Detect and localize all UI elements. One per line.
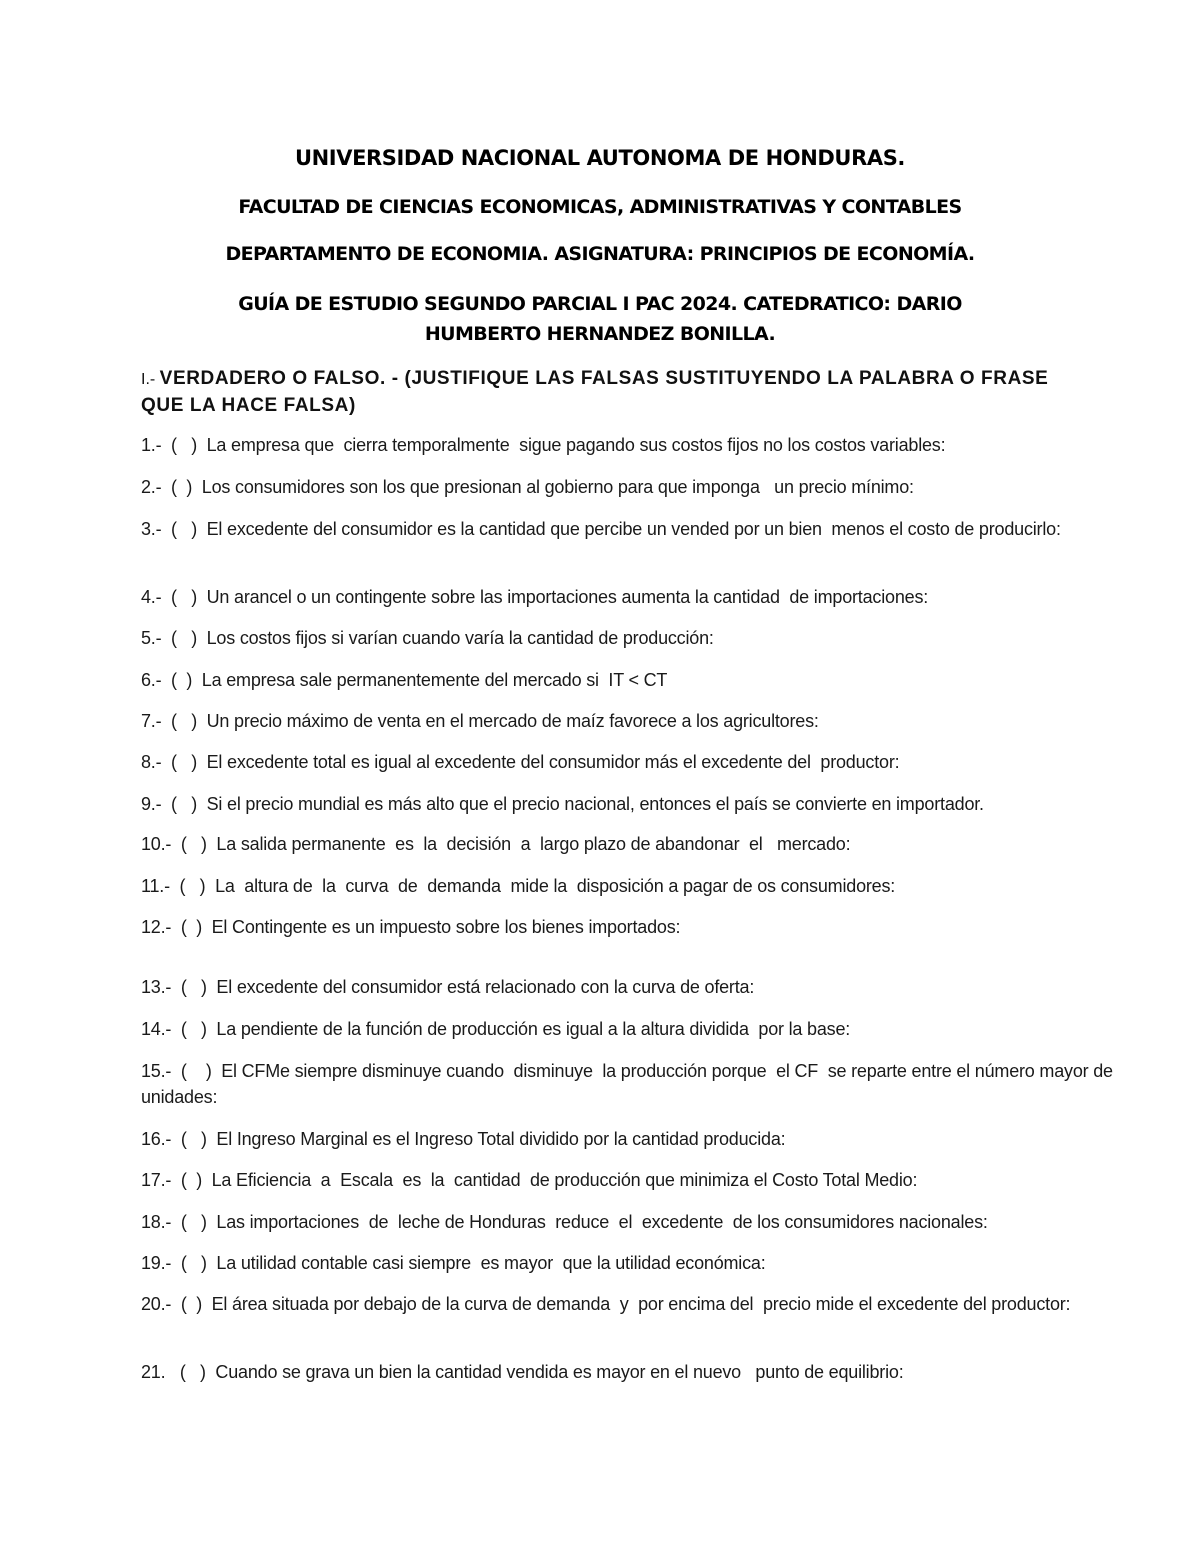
question-item: 12.- ( ) El Contingente es un impuesto sobre los bienes importados: (141, 917, 681, 937)
question-item: 1.- ( ) La empresa que cierra temporalmente sigue pagando sus costos fijos no los costos variables: (141, 435, 946, 455)
question-item: 7.- ( ) Un precio máximo de venta en el mercado de maíz favorece a los agricultores: (141, 711, 819, 731)
question-item: 13.- ( ) El excedente del consumidor está relacionado con la curva de oferta: (141, 977, 755, 997)
question-item (126, 1058, 1141, 1110)
question-item: 5.- ( ) Los costos fijos si varían cuando varía la cantidad de producción: (141, 628, 714, 648)
question-item: 14.- ( ) La pendiente de la función de producción es igual a la altura dividida por la base: (141, 1019, 851, 1039)
question-item: 19.- ( ) La utilidad contable casi siempre es mayor que la utilidad económica: (141, 1253, 766, 1273)
question-item: 10.- ( ) La salida permanente es la decisión a largo plazo de abandonar el mercado: (141, 834, 851, 854)
question-item-text: 15.- ( ) El CFMe siempre disminuye cuando disminuye la producción porque el CF se reparte entre el número mayor de unidades: (141, 1061, 1118, 1107)
department-title: DEPARTAMENTO DE ECONOMIA. ASIGNATURA: PRINCIPIOS DE ECONOMÍA. (225, 243, 975, 265)
question-item: 18.- ( ) Las importaciones de leche de Honduras reduce el excedente de los consumidores nacionales: (141, 1212, 988, 1232)
question-item: 8.- ( ) El excedente total es igual al excedente del consumidor más el excedente del productor: (141, 752, 900, 772)
question-item: 9.- ( ) Si el precio mundial es más alto que el precio nacional, entonces el país se convierte en importador. (141, 794, 984, 814)
question-item: 17.- ( ) La Eficiencia a Escala es la cantidad de producción que minimiza el Costo Total Medio: (141, 1170, 918, 1190)
question-item: 6.- ( ) La empresa sale permanentemente del mercado si IT < CT (141, 670, 668, 690)
question-item: 4.- ( ) Un arancel o un contingente sobre las importaciones aumenta la cantidad de importaciones: (141, 587, 929, 607)
question-item: 3.- ( ) El excedente del consumidor es la cantidad que percibe un vended por un bien menos el costo de producirlo: (141, 519, 1061, 539)
section-heading (141, 366, 1081, 419)
faculty-title: FACULTAD DE CIENCIAS ECONOMICAS, ADMINISTRATIVAS Y CONTABLES (238, 196, 962, 218)
section-title: VERDADERO O FALSO. - (JUSTIFIQUE LAS FALSAS SUSTITUYENDO LA PALABRA O FRASE QUE LA HACE FALSA) (141, 368, 1049, 416)
question-item: 21. ( ) Cuando se grava un bien la cantidad vendida es mayor en el nuevo punto de equilibrio: (141, 1362, 904, 1382)
question-item: 2.- ( ) Los consumidores son los que presionan al gobierno para que imponga un precio mínimo: (141, 477, 914, 497)
section-number: I.- (141, 371, 160, 388)
question-item: 20.- ( ) El área situada por debajo de la curva de demanda y por encima del precio mide el excedente del productor: (141, 1294, 1071, 1314)
university-title: UNIVERSIDAD NACIONAL AUTONOMA DE HONDURAS. (294, 146, 906, 170)
question-item: 11.- ( ) La altura de la curva de demanda mide la disposición a pagar de os consumidores: (141, 876, 896, 896)
guide-title: GUÍA DE ESTUDIO SEGUNDO PARCIAL I PAC 2024. CATEDRATICO: DARIO HUMBERTO HERNANDEZ BONILLA. (238, 293, 962, 345)
question-item: 16.- ( ) El Ingreso Marginal es el Ingreso Total dividido por la cantidad producida: (141, 1129, 786, 1149)
